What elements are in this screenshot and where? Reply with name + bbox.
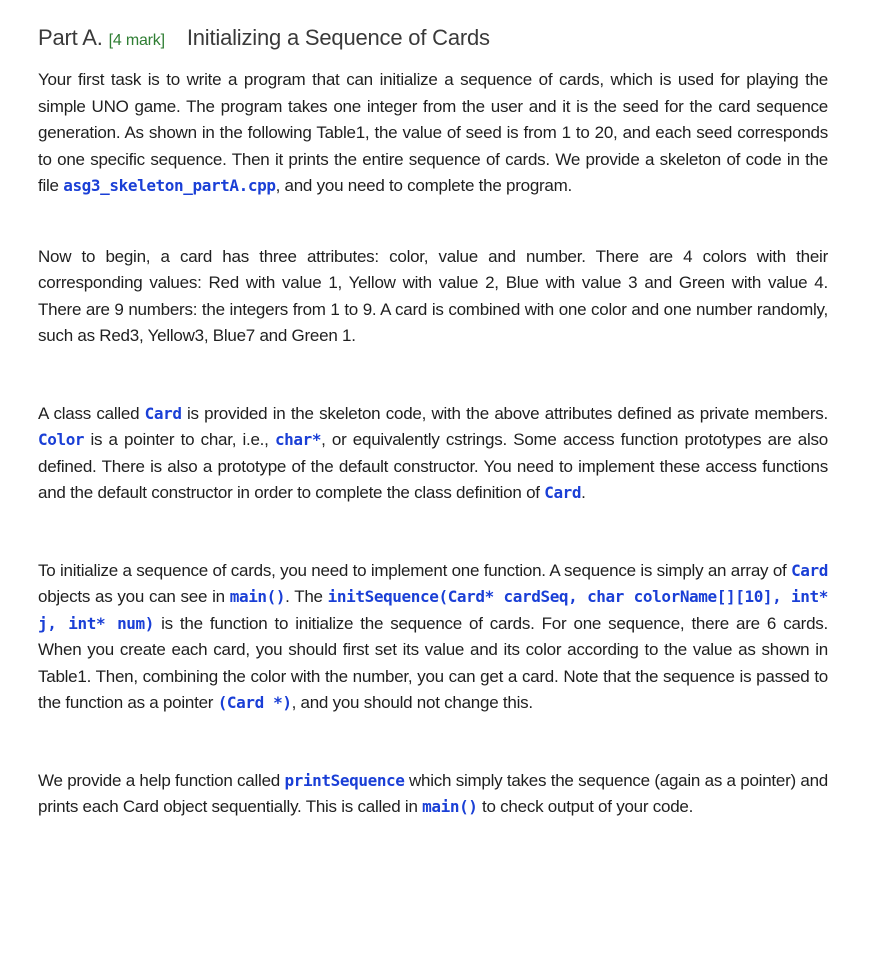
paragraph-card-attributes	[38, 244, 828, 350]
paragraph-init-sequence	[38, 558, 828, 717]
section-title: Initializing a Sequence of Cards	[186, 25, 490, 50]
section-heading	[38, 22, 828, 57]
mark-label: [4 mark]	[108, 32, 165, 49]
code-print-sequence: printSequence	[284, 770, 405, 790]
text-run: A class called	[38, 403, 145, 423]
text-run: . The	[285, 587, 328, 606]
text-run: , and you need to complete the program.	[275, 176, 573, 195]
part-label: Part A.	[38, 25, 103, 50]
code-char-pointer: char*	[274, 430, 322, 449]
code-main: main()	[422, 797, 478, 816]
code-init-sequence-signature: initSequence(Card* cardSeq, char colorName[][10], int* j, int* num)	[38, 587, 828, 633]
paragraph-task-intro	[38, 67, 828, 200]
document-page	[38, 22, 828, 821]
skeleton-filename: asg3_skeleton_partA.cpp	[63, 176, 276, 195]
text-run: We provide a help function called	[38, 770, 285, 790]
code-card: Card	[144, 403, 182, 423]
text-run: is the function to initialize the sequence of cards. For one sequence, there are 6 cards. When you create each card, you should first set its value and its color according to the value as shown in Table1. Then, combining the color with the number, you can get a card. Note that the sequence is passed to the function as a pointer	[38, 613, 828, 712]
code-card: Card	[791, 560, 828, 580]
code-card: Card	[544, 483, 582, 502]
text-run: which simply takes the sequence (again as a pointer) and prints each Card object sequentially. This is called in	[38, 770, 829, 816]
paragraph-print-sequence	[38, 768, 828, 821]
text-run: to check output of your code.	[477, 797, 694, 816]
paragraph-card-class	[38, 401, 828, 507]
text-run: objects as you can see in	[38, 587, 230, 606]
text-run: , or equivalently cstrings. Some access function prototypes are also defined. There is also a prototype of the default constructor. You need to implement these access functions and the default constructor in order to complete the class definition of	[38, 430, 828, 502]
text-run: .	[581, 483, 586, 502]
text-run: Now to begin, a card has three attributes: color, value and number. There are 4 colors with their corresponding values: Red with value 1, Yellow with value 2, Blue with value 3 and Green with value 4. There are 9 numbers: the integers from 1 to 9. A card is combined with one color and one number randomly, such as Red3, Yellow3, Blue7 and Green 1.	[38, 246, 828, 345]
text-run: is provided in the skeleton code, with the above attributes defined as private members.	[181, 403, 828, 423]
text-run: , and you should not change this.	[291, 693, 533, 712]
text-run: is a pointer to char, i.e.,	[84, 430, 275, 449]
code-color: Color	[38, 430, 85, 449]
code-card-pointer: (Card *)	[217, 693, 292, 712]
text-run: To initialize a sequence of cards, you need to implement one function. A sequence is simply an array of	[38, 560, 792, 580]
text-run: Your first task is to write a program that can initialize a sequence of cards, which is used for playing the simple UNO game. The program takes one integer from the user and it is the seed for the card sequence generation. As shown in the following Table1, the value of seed is from 1 to 20, and each seed corresponds to one specific sequence. Then it prints the entire sequence of cards. We provide a skeleton of code in the file	[38, 70, 828, 195]
code-main: main()	[229, 587, 286, 606]
